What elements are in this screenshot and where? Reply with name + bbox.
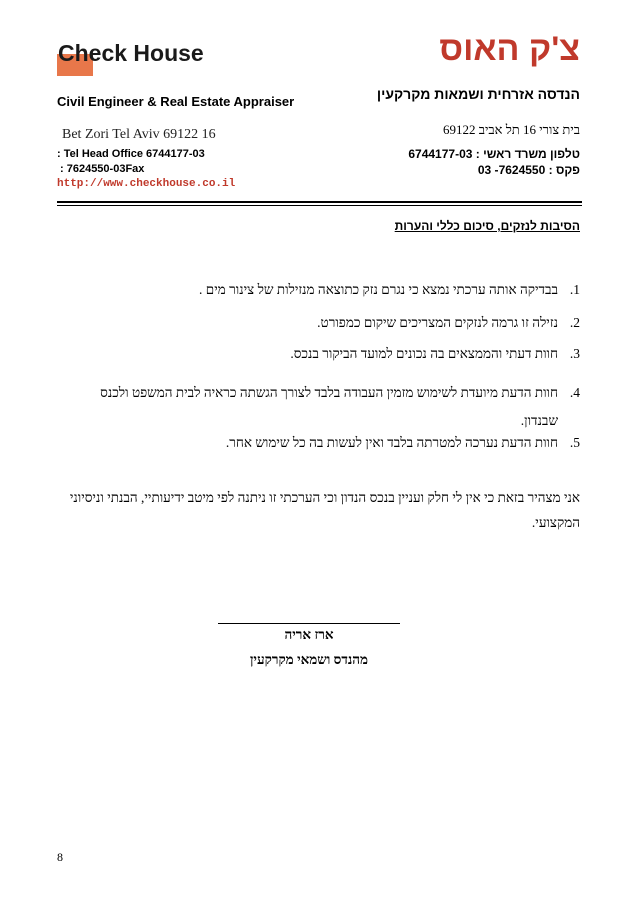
phone-he: טלפון משרד ראשי : 6744177-03	[408, 147, 580, 161]
website-link[interactable]: http://www.checkhouse.co.il	[57, 178, 236, 190]
header-divider-thick	[57, 201, 582, 203]
address-en: Bet Zori Tel Aviv 69122 16	[62, 127, 216, 142]
list-item-number: 3.	[569, 346, 580, 361]
tagline-en: Civil Engineer & Real Estate Appraiser	[57, 94, 295, 109]
list-item	[80, 282, 580, 315]
list-item	[80, 435, 580, 463]
phone-en: : Tel Head Office 6744177-03	[57, 148, 205, 160]
list-item-number: 1.	[569, 282, 580, 297]
header-divider-thin	[57, 205, 582, 206]
list-item-text: חוות הדעת נערכה למטרתה בלבד ואין לעשות בה כל שימוש אחר.	[225, 435, 558, 450]
brand-name-he: צ'ק האוס	[439, 30, 580, 68]
fax-he: פקס : 7624550- 03	[477, 163, 580, 177]
declaration-paragraph: אני מצהיר בזאת כי אין לי חלק ועניין בנכס הנדון וכי הערכתי זו ניתנה לפי מיטב ידיעותיי, הבנתי וניסיוני המקצועי.	[69, 490, 580, 530]
list-item-text: נזילה זו גרמה לנזקים המצריכים שיקום כמפורט.	[317, 315, 558, 330]
signature-line	[218, 623, 400, 624]
subtitle-he: הנדסה אזרחית ושמאות מקרקעין	[376, 86, 580, 102]
list-item-number: 5.	[569, 435, 580, 450]
list-item-text: חוות הדעת מיועדת לשימוש מזמין העבודה בלבד לצורך הגשתה כראיה לבית המשפט ולכנס שבנדון.	[100, 385, 558, 428]
brand-name-en: Check House	[58, 40, 204, 66]
signatory-title: מהנדס ושמאי מקרקעין	[249, 652, 368, 667]
list-item	[80, 315, 580, 346]
findings-list	[80, 282, 580, 463]
list-item	[80, 346, 580, 379]
section-title: הסיבות לנזקים, סיכום כללי והערות	[394, 219, 580, 233]
address-he: בית צורי 16 תל אביב 69122	[442, 122, 580, 137]
fax-en: : 7624550-03Fax	[60, 163, 145, 175]
list-item-number: 2.	[569, 315, 580, 330]
list-item-text: בבדיקה אותה ערכתי נמצא כי נגרם נזק כתוצאה מנזילות של צינור מים .	[199, 282, 558, 297]
page-number: 8	[57, 850, 63, 864]
signatory-name: ארז אריה	[284, 627, 334, 642]
list-item-number: 4.	[569, 385, 580, 400]
list-item-text: חוות דעתי והממצאים בה נכונים למועד הביקור בנכס.	[290, 346, 558, 361]
list-item	[80, 379, 580, 435]
